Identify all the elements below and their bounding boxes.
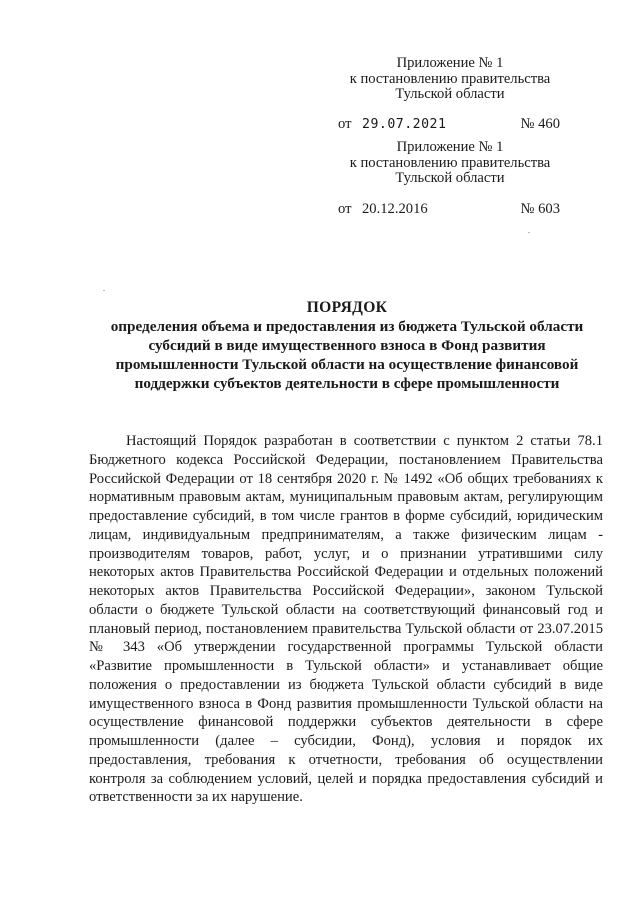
appendix-label: Приложение № 1 [396, 55, 504, 71]
document-subtitle-line: субсидий в виде имущественного взноса в Фонд развития [148, 337, 546, 354]
appendix-resolution-line: к постановлению правительства [349, 154, 551, 171]
appendix-region-line: Тульской области [395, 170, 505, 186]
scan-speck [103, 290, 105, 291]
resolution-date-line-current [338, 116, 560, 136]
appendix-header-original [340, 140, 560, 187]
appendix-region-line: Тульской области [395, 86, 505, 102]
resolution-number: № 460 [520, 116, 560, 132]
resolution-date: 29.07.2021 [362, 117, 447, 132]
document-title: ПОРЯДОК [306, 299, 388, 316]
resolution-date-line-original [338, 201, 560, 221]
resolution-date: 20.12.2016 [362, 201, 428, 217]
document-title-block [92, 298, 602, 393]
document-subtitle-line: промышленности Тульской области на осуществление финансовой [115, 356, 579, 373]
appendix-resolution-line: к постановлению правительства [349, 70, 551, 87]
scan-speck [528, 232, 530, 233]
body-paragraph: Настоящий Порядок разработан в соответствии с пунктом 2 статьи 78.1 Бюджетного кодекса Российской Федерации, постановлением Правительства Российской Федерации от 18 сентября 2020 г. № 1492 «Об общих требованиях к нормативным правовым актам, муниципальным правовым актам, регулирующим предоставление субсидий, в том числе грантов в форме субсидий, юридическим лицам, индивидуальным предпринимателям, а также физическим лицам - производителям товаров, работ, услуг, и о признании утратившими силу некоторых актов Правительства Российской Федерации и отдельных положений некоторых актов Правительства Российской Федерации», законом Тульской области о бюджете Тульской области на соответствующий финансовый год и плановый период, постановлением правительства Тульской области от 23.07.2015 № 343 «Об утверждении государственной программы Тульской области «Развитие промышленности в Тульской области» и устанавливает общие положения о предоставлении из бюджета Тульской области субсидий в виде имущественного взноса в Фонд развития промышленности Тульской области на осуществление финансовой поддержки субъектов деятельности в сфере промышленности (далее – субсидии, Фонд), условия и порядок их предоставления, требования к отчетности, требования об осуществлении контроля за соблюдением условий, целей и порядка предоставления субсидий и ответственности за их нарушение. [89, 433, 603, 806]
resolution-number: № 603 [520, 201, 560, 217]
from-label: от [338, 201, 352, 217]
from-label: от [338, 116, 352, 132]
appendix-label: Приложение № 1 [396, 139, 504, 155]
appendix-header-current [340, 56, 560, 103]
document-subtitle-line: поддержки субъектов деятельности в сфере промышленности [134, 375, 560, 392]
document-subtitle-line: определения объема и предоставления из бюджета Тульской области [110, 318, 584, 335]
